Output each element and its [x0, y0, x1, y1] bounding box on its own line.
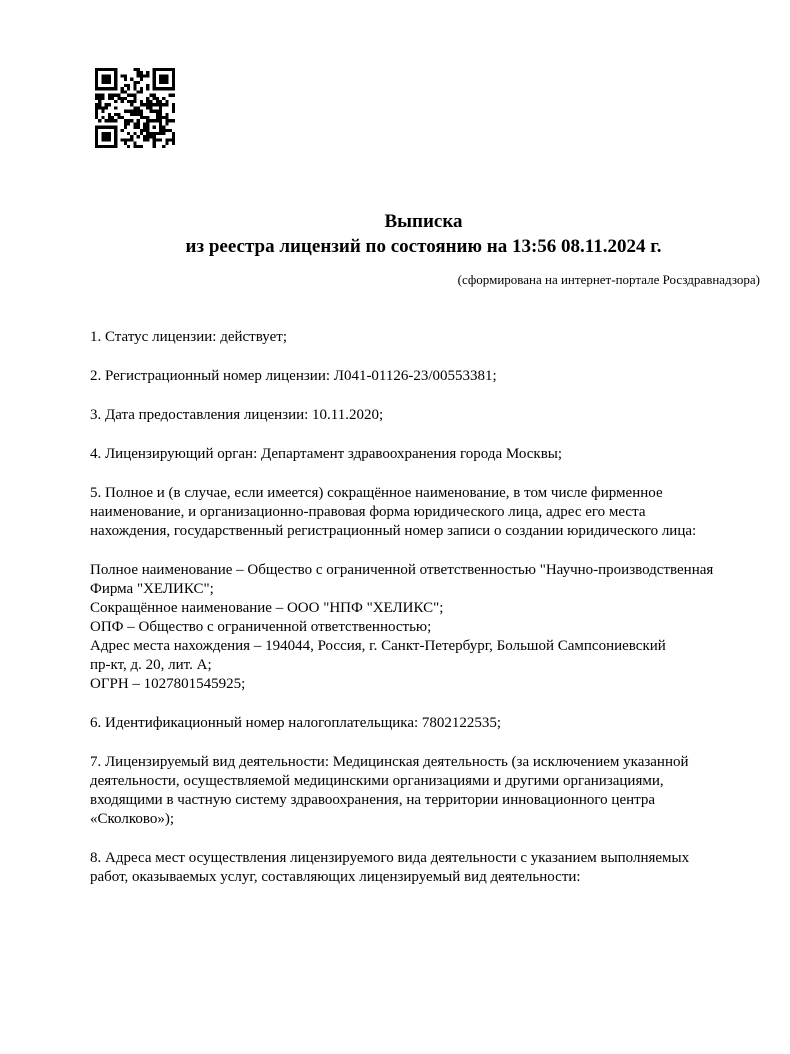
paragraph: 2. Регистрационный номер лицензии: Л041-01126-23/00553381;: [90, 368, 497, 384]
document-title: [90, 209, 757, 259]
paragraph: 8. Адреса мест осуществления лицензируемого вида деятельности с указанием выполняемых работ, оказываемых услуг, составляющих лицензируемый вид деятельности:: [90, 850, 690, 885]
document-subtitle: (сформирована на интернет-портале Росздравнадзора): [457, 272, 760, 287]
paragraph: 3. Дата предоставления лицензии: 10.11.2020;: [90, 407, 384, 423]
qr-code-image: [95, 68, 175, 148]
title-line-2: из реестра лицензий по состоянию на 13:56 08.11.2024 г.: [185, 236, 662, 257]
document-body: [90, 328, 760, 887]
paragraph: 1. Статус лицензии: действует;: [90, 329, 287, 345]
title-line-1: Выписка: [384, 211, 463, 232]
document-content: [90, 209, 760, 907]
paragraph: 7. Лицензируемый вид деятельности: Медицинская деятельность (за исключением указанной деятельности, осуществляемой медицинскими организациями и другими организациями, входящими в частную систему здравоохранения, на территории инновационного центра «Сколково»);: [90, 754, 689, 827]
paragraph: 6. Идентификационный номер налогоплательщика: 7802122535;: [90, 715, 502, 731]
paragraph: 5. Полное и (в случае, если имеется) сокращённое наименование, в том числе фирменное наименование, и организационно-правовая форма юридического лица, адрес его места нахождения, государственный регистрационный номер записи о создании юридического лица:: [90, 485, 697, 539]
qr-code: [95, 68, 175, 148]
paragraph: Полное наименование – Общество с ограниченной ответственностью "Научно-производственная Фирма "ХЕЛИКС"; Сокращённое наименование – ООО "НПФ "ХЕЛИКС"; ОПФ – Общество с ограниченной ответственностью; Адрес места нахождения – 194044, Россия, г. Санкт-Петербург, Большой Сампсониевский пр-кт, д. 20, лит. А; ОГРН – 1027801545925;: [90, 562, 714, 692]
paragraph: 4. Лицензирующий орган: Департамент здравоохранения города Москвы;: [90, 446, 563, 462]
